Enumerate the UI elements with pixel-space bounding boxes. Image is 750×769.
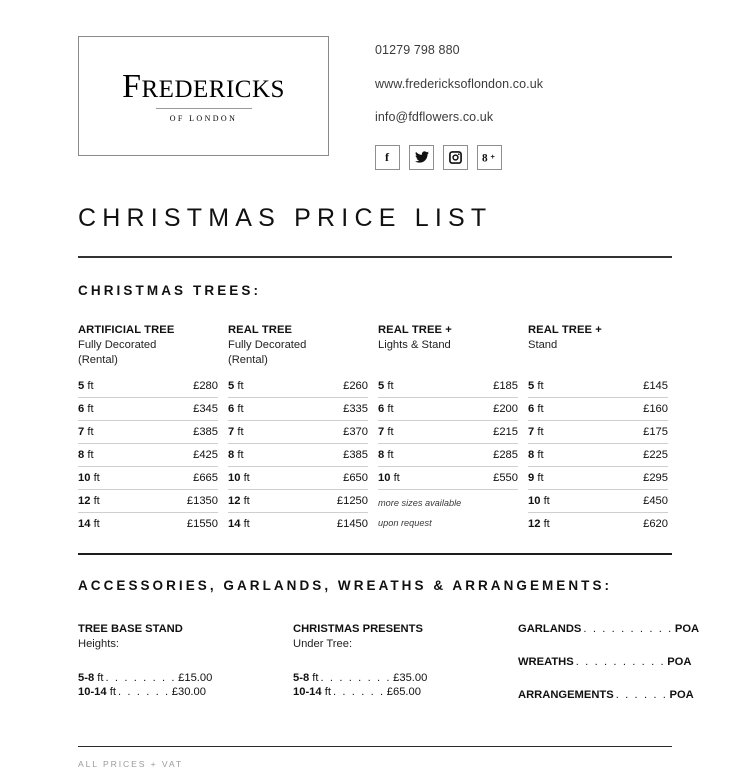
price-row — [228, 472, 368, 490]
size-value: 6 — [528, 403, 535, 416]
logo-rest: REDERICKS — [141, 75, 285, 103]
price-row — [528, 518, 668, 535]
price-value: £225 — [643, 448, 668, 461]
logo-divider — [156, 108, 252, 109]
dot-leader: . . . . . . — [117, 686, 170, 699]
footer-vat-note: ALL PRICES + VAT — [78, 759, 183, 769]
size-value: 14 — [78, 517, 91, 530]
price-row — [528, 449, 668, 467]
size-value: 5 — [378, 380, 385, 393]
accessory-column-poa — [518, 622, 700, 722]
price-row — [378, 403, 518, 421]
size-unit: ft — [537, 426, 544, 439]
range-unit: ft — [97, 671, 104, 684]
price-value: £160 — [643, 403, 668, 416]
size-value: 10 — [528, 494, 541, 507]
size-unit: ft — [387, 426, 394, 439]
size-unit: ft — [93, 494, 100, 507]
size-unit: ft — [243, 471, 250, 484]
size-unit: ft — [537, 471, 544, 484]
size-value: 6 — [378, 403, 385, 416]
size-unit: ft — [537, 403, 544, 416]
size-value: 6 — [228, 403, 235, 416]
google-plus-button[interactable] — [477, 145, 502, 170]
price-value: £280 — [193, 380, 218, 393]
price-value: £335 — [343, 403, 368, 416]
price-value: £65.00 — [386, 686, 421, 699]
price-row — [78, 380, 218, 398]
size-unit: ft — [243, 517, 250, 530]
range-unit: ft — [312, 671, 319, 684]
leader-row — [78, 685, 293, 699]
price-rows — [528, 380, 668, 534]
logo-box — [78, 36, 329, 156]
range-unit: ft — [109, 686, 116, 699]
logo-subtitle: OF LONDON — [169, 113, 238, 123]
logo-initial: F — [122, 67, 142, 105]
accessory-title: TREE BASE STAND — [78, 622, 183, 635]
column-subtitle-1: Fully Decorated — [228, 338, 307, 351]
facebook-icon — [381, 150, 394, 164]
price-row — [228, 426, 368, 444]
column-subtitle-1: Fully Decorated — [78, 338, 157, 351]
size-unit: ft — [93, 517, 100, 530]
price-row — [528, 426, 668, 444]
size-unit: ft — [87, 426, 94, 439]
column-subtitle-1: Stand — [528, 338, 558, 351]
twitter-button[interactable] — [409, 145, 434, 170]
dot-leader: . . . . . . — [615, 688, 668, 701]
twitter-icon — [415, 151, 429, 163]
size-value: 7 — [378, 426, 385, 439]
dot-leader: . . . . . . . . . . — [575, 655, 666, 668]
price-row — [528, 380, 668, 398]
size-value: 12 — [228, 494, 241, 507]
svg-text:8: 8 — [482, 152, 488, 164]
size-unit: ft — [243, 494, 250, 507]
title-divider — [78, 256, 672, 258]
size-unit: ft — [387, 380, 394, 393]
poa-label: ARRANGEMENTS — [518, 688, 614, 701]
price-value: £425 — [193, 448, 218, 461]
range-value: 5-8 — [293, 671, 310, 684]
section-heading-trees: CHRISTMAS TREES: — [78, 282, 262, 298]
size-unit: ft — [543, 494, 550, 507]
price-row — [228, 449, 368, 467]
column-subtitle-2: (Rental) — [78, 353, 118, 366]
price-row — [528, 495, 668, 513]
size-unit: ft — [543, 517, 550, 530]
size-value: 10 — [78, 471, 91, 484]
price-value: £1350 — [186, 494, 218, 507]
size-unit: ft — [537, 380, 544, 393]
size-unit: ft — [387, 448, 394, 461]
price-value: £215 — [493, 426, 518, 439]
tree-column-real-stand — [528, 323, 678, 539]
brand-logo-wordmark — [122, 67, 285, 105]
size-value: 7 — [528, 426, 535, 439]
contact-block — [375, 36, 543, 170]
price-row — [378, 472, 518, 490]
poa-row-garlands — [518, 622, 700, 635]
column-subtitle-2 — [378, 353, 518, 368]
price-value: £295 — [643, 471, 668, 484]
price-value: £665 — [193, 471, 218, 484]
section-heading-accessories: ACCESSORIES, GARLANDS, WREATHS & ARRANGEMENTS: — [78, 578, 613, 594]
size-unit: ft — [387, 403, 394, 416]
price-value: £345 — [193, 403, 218, 416]
range-value: 10-14 — [293, 686, 322, 699]
price-value: £30.00 — [171, 686, 206, 699]
instagram-icon — [449, 151, 462, 164]
leader-rows — [78, 671, 293, 700]
column-subtitle-1: Lights & Stand — [378, 338, 451, 351]
price-row — [228, 495, 368, 513]
price-value: £620 — [643, 517, 668, 530]
price-value: £175 — [643, 426, 668, 439]
size-value: 6 — [78, 403, 85, 416]
price-value: £1250 — [336, 494, 368, 507]
size-unit: ft — [87, 380, 94, 393]
dot-leader: . . . . . . . . . . — [583, 622, 673, 635]
price-row — [228, 403, 368, 421]
phone-number: 01279 798 880 — [375, 43, 460, 57]
size-unit: ft — [237, 380, 244, 393]
price-value: £285 — [493, 448, 518, 461]
poa-label: WREATHS — [518, 655, 574, 668]
size-value: 10 — [378, 471, 391, 484]
price-rows — [228, 380, 368, 534]
size-value: 7 — [78, 426, 85, 439]
range-unit: ft — [324, 686, 331, 699]
size-value: 8 — [228, 448, 235, 461]
size-unit: ft — [93, 471, 100, 484]
price-row — [228, 380, 368, 398]
range-value: 10-14 — [78, 686, 107, 699]
website-url[interactable]: www.fredericksoflondon.co.uk — [375, 76, 544, 91]
size-value: 8 — [378, 448, 385, 461]
price-value: £370 — [343, 426, 368, 439]
accessory-column-base-stand — [78, 622, 293, 722]
column-subtitle-2: (Rental) — [228, 353, 268, 366]
poa-value: POA — [667, 655, 692, 668]
size-value: 14 — [228, 517, 241, 530]
poa-row-arrangements — [518, 688, 694, 701]
tree-price-columns — [78, 323, 678, 539]
google-plus-icon — [482, 151, 497, 164]
price-value: £1450 — [336, 517, 368, 530]
price-value: £450 — [643, 494, 668, 507]
poa-value: POA — [669, 688, 694, 701]
price-value: £35.00 — [393, 671, 428, 684]
price-row — [78, 495, 218, 513]
size-value: 5 — [528, 380, 535, 393]
column-title: REAL TREE + — [528, 324, 602, 336]
price-value: £200 — [493, 403, 518, 416]
social-links — [375, 145, 543, 170]
size-unit: ft — [237, 426, 244, 439]
price-value: £185 — [493, 380, 518, 393]
price-row — [528, 472, 668, 490]
price-row — [378, 380, 518, 398]
price-value: £145 — [643, 380, 668, 393]
size-unit: ft — [237, 403, 244, 416]
column-title: REAL TREE — [228, 324, 293, 336]
availability-note-line-2: upon request — [378, 517, 432, 528]
leader-row — [78, 671, 293, 685]
price-value: £650 — [343, 471, 368, 484]
price-row — [378, 449, 518, 467]
accessory-title: CHRISTMAS PRESENTS — [293, 622, 423, 635]
footer-divider — [78, 746, 672, 748]
size-unit: ft — [87, 403, 94, 416]
size-unit: ft — [87, 448, 94, 461]
poa-label: GARLANDS — [518, 622, 582, 635]
tree-column-real-lights-stand — [378, 323, 528, 539]
facebook-button[interactable] — [375, 145, 400, 170]
size-value: 8 — [528, 448, 535, 461]
price-value: £15.00 — [178, 671, 213, 684]
page-title: CHRISTMAS PRICE LIST — [78, 203, 493, 232]
price-value: £385 — [343, 448, 368, 461]
price-value: £385 — [193, 426, 218, 439]
price-row — [78, 449, 218, 467]
header — [0, 0, 750, 170]
tree-column-real — [228, 323, 378, 539]
leader-row — [293, 685, 518, 699]
size-value: 8 — [78, 448, 85, 461]
size-unit: ft — [537, 448, 544, 461]
size-unit: ft — [393, 471, 400, 484]
svg-text:+: + — [490, 151, 495, 161]
range-value: 5-8 — [78, 671, 95, 684]
price-value: £1550 — [186, 517, 218, 530]
size-value: 12 — [528, 517, 541, 530]
price-value: £260 — [343, 380, 368, 393]
price-row — [78, 518, 218, 535]
dot-leader: . . . . . . . . — [105, 671, 177, 684]
svg-text:f: f — [385, 150, 389, 164]
email-address[interactable]: info@fdflowers.co.uk — [375, 110, 494, 124]
dot-leader: . . . . . . . . — [320, 671, 392, 684]
size-value: 5 — [228, 380, 235, 393]
dot-leader: . . . . . . — [332, 686, 385, 699]
instagram-button[interactable] — [443, 145, 468, 170]
leader-rows — [293, 671, 518, 700]
tree-column-artificial — [78, 323, 228, 539]
size-unit: ft — [237, 448, 244, 461]
accessory-subtitle: Under Tree: — [293, 637, 353, 650]
accessory-column-presents — [293, 622, 518, 722]
leader-row — [293, 671, 518, 685]
price-row — [528, 403, 668, 421]
price-row — [78, 403, 218, 421]
price-row — [78, 426, 218, 444]
size-value: 9 — [528, 471, 535, 484]
size-value: 5 — [78, 380, 85, 393]
accessories-divider — [78, 553, 672, 555]
column-title: REAL TREE + — [378, 324, 452, 336]
accessory-subtitle: Heights: — [78, 637, 120, 650]
size-value: 10 — [228, 471, 241, 484]
price-rows — [378, 380, 518, 532]
column-title: ARTIFICIAL TREE — [78, 324, 175, 336]
poa-value: POA — [674, 622, 700, 635]
price-row — [78, 472, 218, 490]
column-subtitle-2 — [528, 353, 668, 368]
price-rows — [78, 380, 218, 534]
size-value: 7 — [228, 426, 235, 439]
size-value: 12 — [78, 494, 91, 507]
poa-row-wreaths — [518, 655, 692, 668]
price-row — [378, 426, 518, 444]
availability-note-line-1: more sizes available — [378, 497, 462, 508]
price-row — [228, 518, 368, 535]
price-value: £550 — [493, 471, 518, 484]
accessories-columns — [78, 622, 700, 722]
